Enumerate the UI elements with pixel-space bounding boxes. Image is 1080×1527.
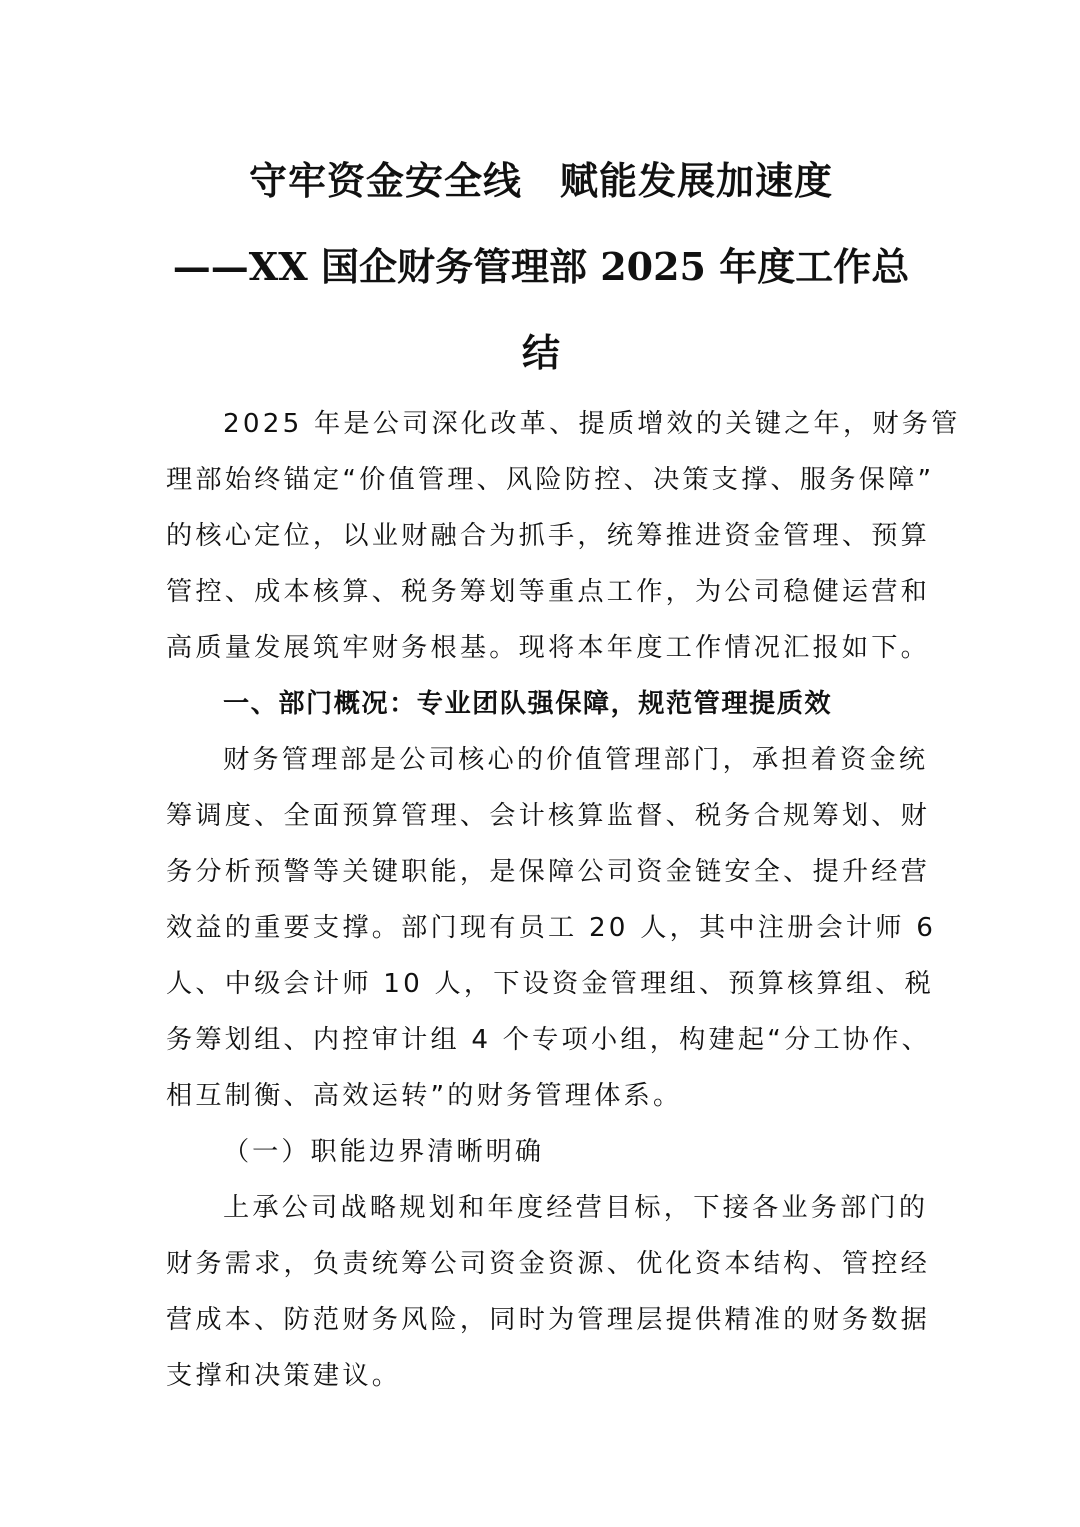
paragraph-line: 营成本、防范财务风险，同时为管理层提供精准的财务数据 xyxy=(166,1305,931,1335)
paragraph-line: 筹调度、全面预算管理、会计核算监督、税务合规筹划、财 xyxy=(166,801,931,831)
paragraph-line: 务筹划组、内控审计组 4 个专项小组，构建起“分工协作、 xyxy=(166,1025,931,1055)
intro-paragraph xyxy=(166,396,961,676)
document-title-line-1 xyxy=(166,138,916,224)
subsection-heading-1: （一）职能边界清晰明确 xyxy=(223,1137,545,1167)
paragraph-line: 上承公司战略规划和年度经营目标，下接各业务部门的 xyxy=(223,1193,929,1223)
paragraph-line: 财务需求，负责统筹公司资金资源、优化资本结构、管控经 xyxy=(166,1249,931,1279)
paragraph-line: 高质量发展筑牢财务根基。现将本年度工作情况汇报如下。 xyxy=(166,633,931,663)
subsection-1-paragraph xyxy=(166,1180,931,1404)
paragraph-line: 效益的重要支撑。部门现有员工 20 人，其中注册会计师 6 xyxy=(166,913,937,943)
paragraph-line: 相互制衡、高效运转”的财务管理体系。 xyxy=(166,1081,683,1111)
title-part-1: 守牢资金安全线 xyxy=(248,158,522,203)
paragraph-line: 管控、成本核算、税务筹划等重点工作，为公司稳健运营和 xyxy=(166,577,931,607)
paragraph-line: 务分析预警等关键职能，是保障公司资金链安全、提升经营 xyxy=(166,857,931,887)
section-heading-1: 一、部门概况：专业团队强保障，规范管理提质效 xyxy=(223,689,833,719)
document-title-line-2: ——XX 国企财务管理部 2025 年度工作总 xyxy=(172,244,910,289)
section-1-paragraph xyxy=(166,732,937,1124)
document-title-line-3: 结 xyxy=(521,330,560,375)
paragraph-line: 财务管理部是公司核心的价值管理部门，承担着资金统 xyxy=(223,745,929,775)
paragraph-line: 支撑和决策建议。 xyxy=(166,1361,402,1391)
paragraph-line: 理部始终锚定“价值管理、风险防控、决策支撑、服务保障” xyxy=(166,465,935,495)
paragraph-line: 人、中级会计师 10 人，下设资金管理组、预算核算组、税 xyxy=(166,969,935,999)
document-content xyxy=(166,138,961,1404)
paragraph-line: 的核心定位，以业财融合为抓手，统筹推进资金管理、预算 xyxy=(166,521,931,551)
title-part-2: 赋能发展加速度 xyxy=(560,158,834,203)
paragraph-line: 2025 年是公司深化改革、提质增效的关键之年，财务管 xyxy=(223,409,961,439)
